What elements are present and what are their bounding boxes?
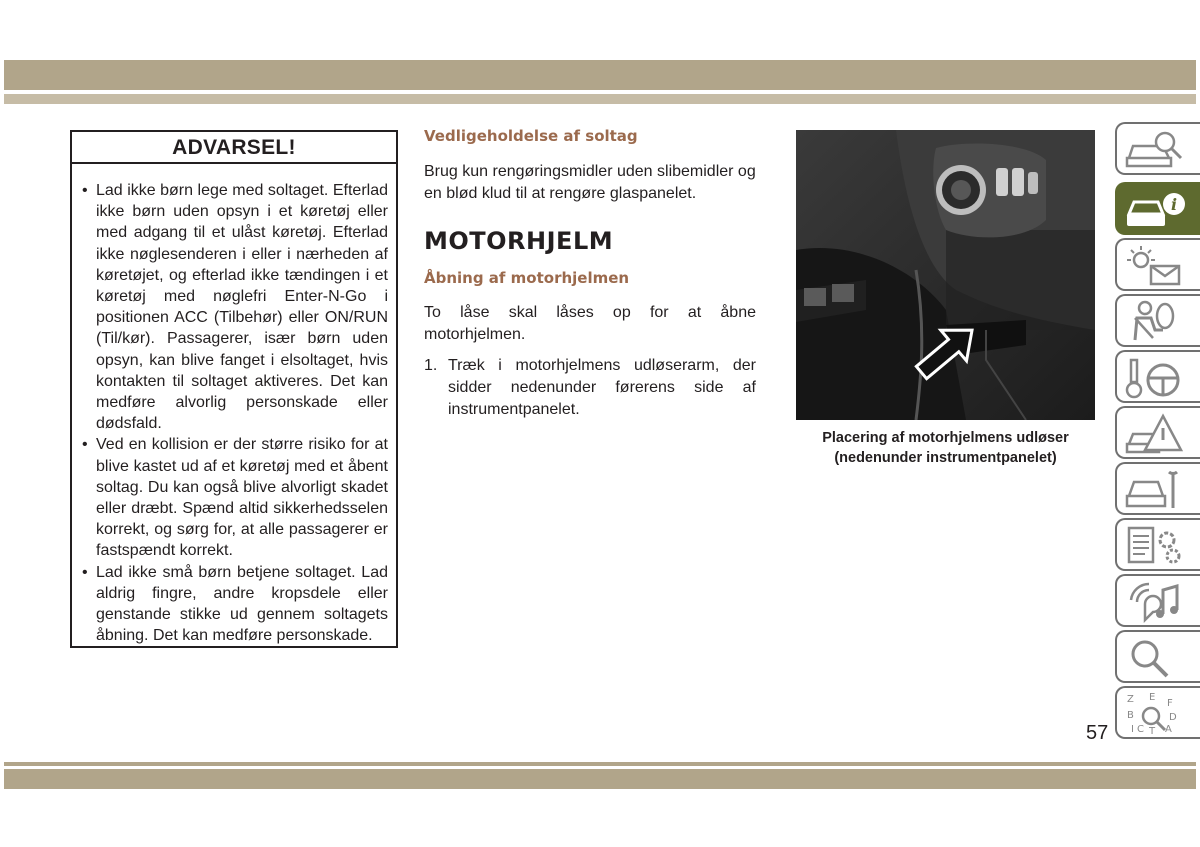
caption-line-1: Placering af motorhjelmens udløser	[822, 430, 1069, 446]
warning-item: • Lad ikke børn lege med soltaget. Efterlad ikke børn uden opsyn i et køretøj eller med adgang til et ulåst køretøj. Efterlad ikke nøglesenderen i eller i nærheden af køretøjet, og efterlad ikke tændingen i et køretøj med nøglefri Enter-N-Go i positionen ACC (Tilbehør) eller ON/RUN (Til/kør). Passagerer, især børn uden opsyn, kan blive fanget i elsoltaget, hvis kontakten til soltaget aktiveres. Det kan medføre alvorlig personskade eller dødsfald.	[96, 180, 388, 434]
header-stripe	[4, 94, 1196, 104]
warning-title: ADVARSEL!	[72, 132, 396, 164]
tab-car-info[interactable]	[1115, 182, 1200, 235]
specifications-icon	[1123, 524, 1187, 568]
page-number: 57	[1086, 722, 1109, 744]
svg-text:T: T	[1149, 726, 1156, 736]
header-band	[4, 60, 1196, 90]
opening-heading: Åbning af motorhjelmen	[424, 269, 630, 287]
svg-text:I: I	[1131, 724, 1134, 735]
tab-emergency[interactable]	[1115, 406, 1200, 459]
language-index-icon	[1123, 692, 1187, 736]
svg-text:A: A	[1165, 724, 1172, 735]
opening-text: To låse skal låses op for at åbne motorhjelmen.	[424, 304, 756, 343]
svg-text:C: C	[1137, 724, 1144, 735]
car-search-icon	[1123, 128, 1187, 172]
warning-item: • Lad ikke små børn betjene soltaget. Lad aldrig fingre, andre kropsdele eller genstande stikke ud gennem soltagets åbning. Det kan medføre personskade.	[96, 562, 388, 647]
maintenance-text: Brug kun rengøringsmidler uden slibemidler og en blød klud til at rengøre glaspanelet.	[424, 163, 756, 202]
footer-band	[4, 769, 1196, 789]
figure-caption	[796, 428, 1095, 468]
main-column	[424, 125, 756, 421]
section-title: MOTORHJELM	[424, 227, 614, 255]
tab-safety[interactable]	[1115, 294, 1200, 347]
warning-lights-message-icon	[1123, 244, 1187, 288]
step-text: Træk i motorhjelmens udløserarm, der sidder nedenunder førerens side af instrumentpanelet.	[448, 357, 756, 418]
tab-language-index[interactable]	[1115, 686, 1200, 739]
maintenance-heading: Vedligeholdelse af soltag	[424, 127, 638, 145]
svg-text:B: B	[1127, 710, 1134, 721]
svg-text:D: D	[1169, 712, 1177, 723]
car-emergency-icon	[1123, 412, 1187, 456]
tab-index-search[interactable]	[1115, 630, 1200, 683]
tab-specifications[interactable]	[1115, 518, 1200, 571]
caption-line-2: (nedenunder instrumentpanelet)	[834, 450, 1057, 466]
driving-steering-icon	[1123, 356, 1187, 400]
tab-multimedia[interactable]	[1115, 574, 1200, 627]
warning-item: • Ved en kollision er der større risiko for at blive kastet ud af et køretøj med et åbent soltag. Du kan også blive alvorligt skadet eller dræbt. Spænd altid sikkerhedsselen korrekt, og sørg for, at alle passagerer er fastspændt korrekt.	[96, 434, 388, 561]
step-item	[424, 355, 756, 421]
tab-service[interactable]	[1115, 462, 1200, 515]
airbag-safety-icon	[1123, 300, 1187, 344]
step-number: 1.	[424, 357, 438, 374]
svg-text:F: F	[1167, 698, 1173, 709]
tab-driving[interactable]	[1115, 350, 1200, 403]
car-service-icon	[1123, 468, 1187, 512]
index-search-icon	[1123, 636, 1187, 680]
footer-stripe	[4, 762, 1196, 766]
tab-car-search[interactable]	[1115, 122, 1200, 175]
svg-text:Z: Z	[1127, 694, 1134, 705]
hood-release-photo	[796, 130, 1095, 420]
warning-box	[70, 130, 398, 648]
car-info-icon	[1123, 188, 1187, 232]
tab-warning-lights[interactable]	[1115, 238, 1200, 291]
svg-text:E: E	[1149, 692, 1156, 703]
svg-text:i: i	[1170, 195, 1178, 214]
warning-list	[72, 164, 396, 646]
multimedia-icon	[1123, 580, 1187, 624]
